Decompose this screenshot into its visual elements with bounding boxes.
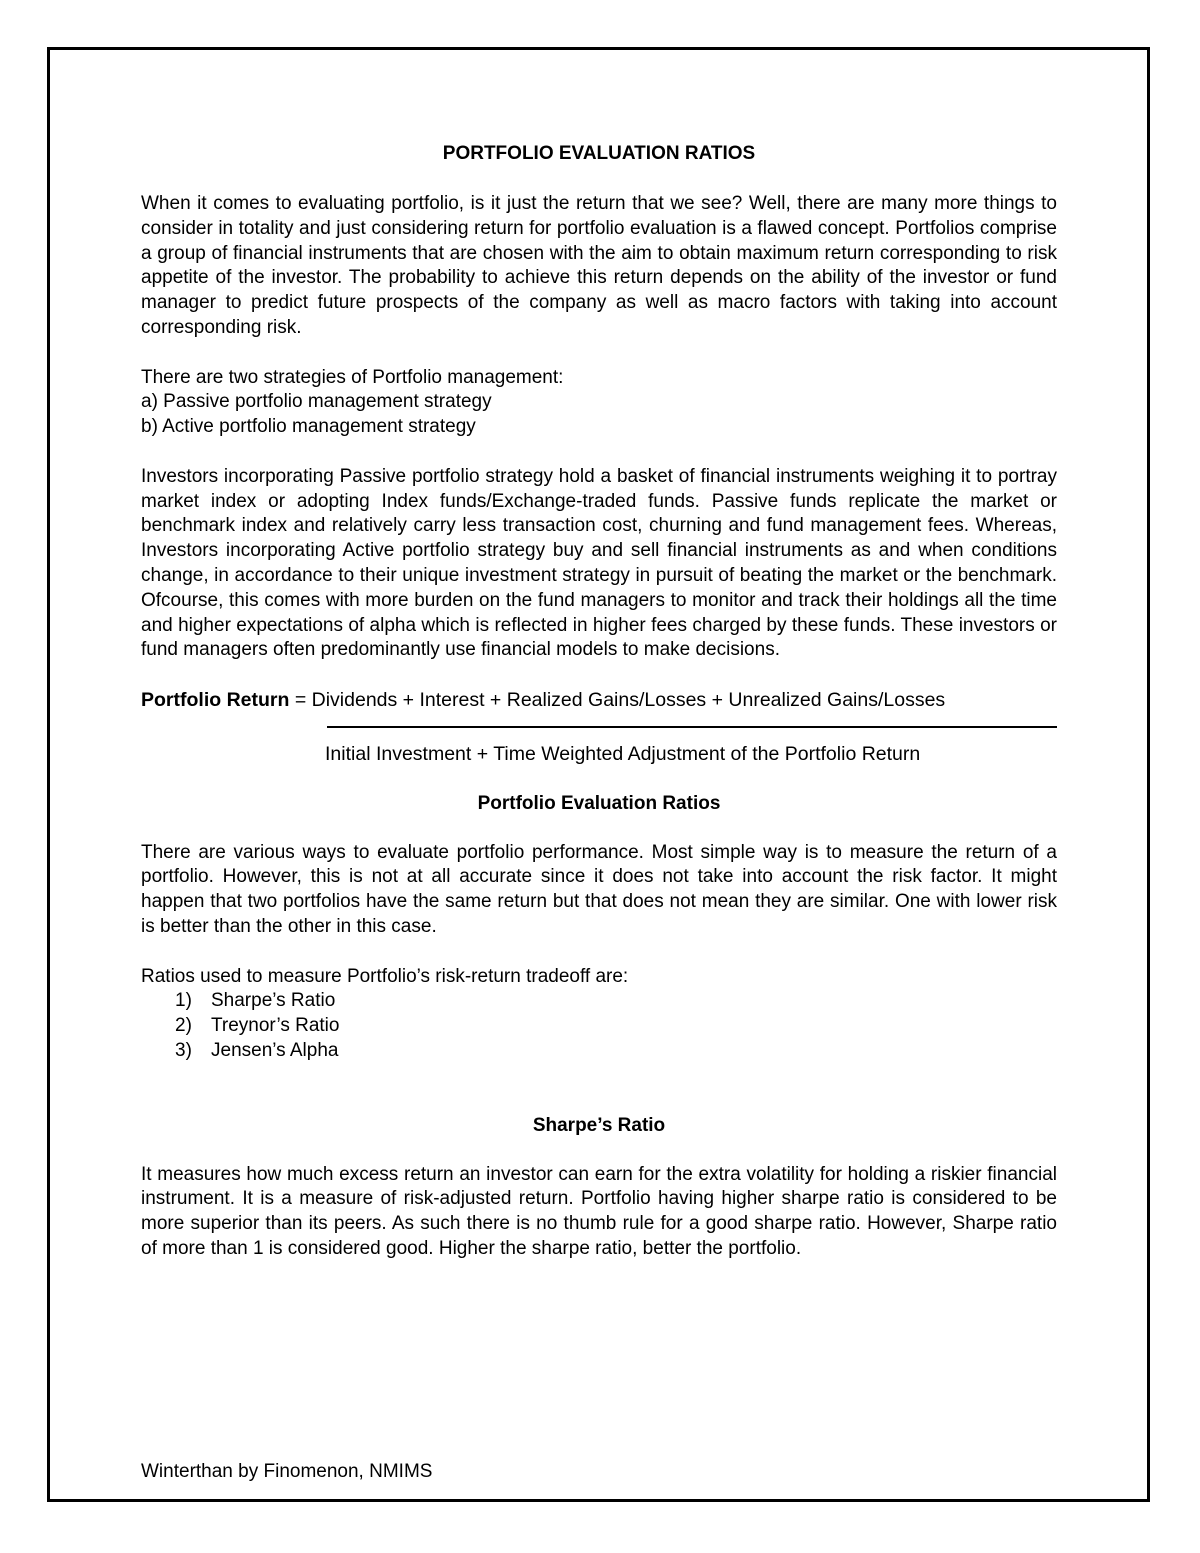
- strategy-item-passive: a) Passive portfolio management strategy: [141, 391, 492, 413]
- ratios-list: [141, 989, 1057, 1063]
- strategies-lead: There are two strategies of Portfolio management:: [141, 366, 564, 388]
- formula-numerator-line: [141, 688, 1057, 713]
- list-item-number: 3): [175, 1039, 192, 1061]
- list-item-number: 1): [175, 990, 192, 1012]
- sharpe-ratio-paragraph: It measures how much excess return an investor can earn for the extra volatility for holding a riskier financial instrument. It is a measure of risk-adjusted return. Portfolio having higher sharpe ratio is considered to be more superior than its peers. As such there is no thumb rule for a good sharpe ratio. However, Sharpe ratio of more than 1 is considered good. Higher the sharpe ratio, better the portfolio.: [141, 1163, 1057, 1259]
- list-item: [141, 1039, 1057, 1064]
- section-heading-sharpe-ratio: Sharpe’s Ratio: [532, 1114, 666, 1136]
- formula-denominator: Initial Investment + Time Weighted Adjustment of the Portfolio Return: [325, 742, 921, 765]
- page-footer: Winterthan by Finomenon, NMIMS: [141, 1461, 433, 1482]
- intro-paragraph: When it comes to evaluating portfolio, is it just the return that we see? Well, there are many more things to consider in totality and just considering return for portfolio evaluation is a flawed concept. Portfolios comprise a group of financial instruments that are chosen with the aim to obtain maximum return corresponding to risk appetite of the investor. The probability to achieve this return depends on the ability of the investor or fund manager to predict future prospects of the company as well as macro factors with taking into account corresponding risk.: [141, 193, 1057, 338]
- ratios-list-lead: Ratios used to measure Portfolio’s risk-return tradeoff are:: [141, 965, 629, 987]
- list-item-label: Treynor’s Ratio: [211, 1015, 340, 1037]
- strategies-detail-paragraph: Investors incorporating Passive portfolio strategy hold a basket of financial instruments weighing it to portray market index or adopting Index funds/Exchange-traded funds. Passive funds replicate the market or benchmark index and relatively carry less transaction cost, churning and fund management fees. Whereas, Investors incorporating Active portfolio strategy buy and sell financial instruments as and when conditions change, in accordance to their unique investment strategy in pursuit of beating the market or the benchmark. Ofcourse, this comes with more burden on the fund managers to monitor and track their holdings all the time and higher expectations of alpha which is reflected in higher fees charged by these funds. These investors or fund managers often predominantly use financial models to make decisions.: [141, 465, 1057, 661]
- list-item-number: 2): [175, 1015, 192, 1037]
- fraction-rule: [327, 726, 1057, 728]
- list-item-label: Sharpe’s Ratio: [211, 990, 336, 1012]
- section-heading-evaluation-ratios: Portfolio Evaluation Ratios: [477, 792, 721, 814]
- list-item-label: Jensen’s Alpha: [211, 1039, 339, 1061]
- evaluation-ratios-paragraph: There are various ways to evaluate portfolio performance. Most simple way is to measure the return of a portfolio. However, this is not at all accurate since it does not take into account the risk factor. It might happen that two portfolios have the same return but that does not mean they are similar. One with lower risk is better than the other in this case.: [141, 841, 1057, 937]
- list-item: [141, 989, 1057, 1014]
- portfolio-return-formula: [141, 688, 1057, 767]
- formula-label: Portfolio Return: [141, 688, 290, 711]
- strategy-item-active: b) Active portfolio management strategy: [141, 416, 476, 438]
- list-item: [141, 1014, 1057, 1039]
- document-title: PORTFOLIO EVALUATION RATIOS: [442, 143, 756, 164]
- formula-numerator: = Dividends + Interest + Realized Gains/Losses + Unrealized Gains/Losses: [289, 688, 946, 711]
- document-body: [141, 140, 1057, 1262]
